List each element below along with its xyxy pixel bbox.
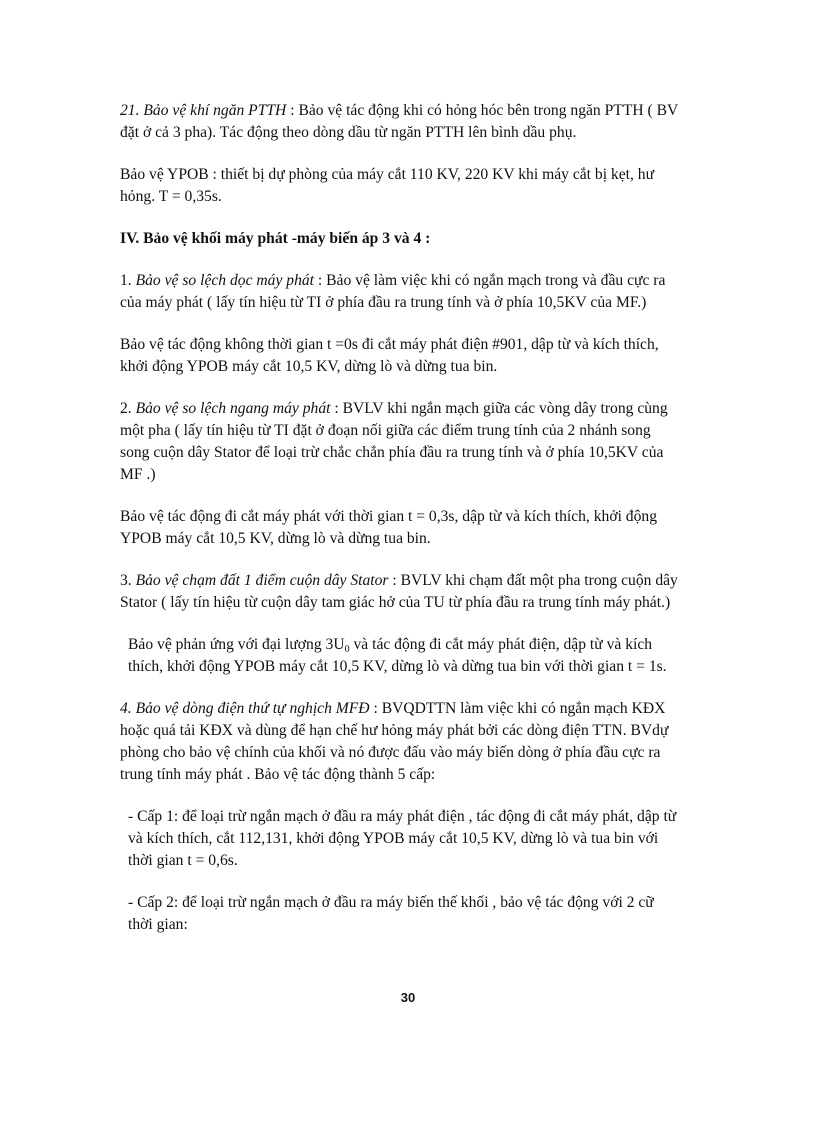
text-line: và kích thích, cắt 112,131, khởi động YPOB máy cắt 10,5 KV, dừng lò và tua bin với <box>128 830 659 847</box>
text-line: song cuộn dây Stator để loại trừ chắc chắn phía đầu ra trung tính và ở phía 10,5KV của <box>120 444 664 461</box>
paragraph-ypob <box>120 164 690 208</box>
paragraph-stator-earth-fault <box>120 570 690 614</box>
text-line <box>120 570 690 592</box>
text-run: : Bảo vệ tác động khi có hỏng hóc bên trong ngăn PTTH ( BV <box>286 102 679 119</box>
text-line: thời gian t = 0,6s. <box>128 852 238 869</box>
text-line: MF .) <box>120 466 156 483</box>
paragraph-transverse-differential <box>120 398 690 486</box>
section-title: 21. Bảo vệ khí ngăn PTTH <box>120 102 287 119</box>
text-line: phòng cho bảo vệ chính của khối và nó được đấu vào máy biến dòng ở phía đầu cực ra <box>120 744 661 761</box>
paragraph-transverse-action <box>120 506 690 550</box>
paragraph-stator-action <box>120 634 690 678</box>
paragraph-level-2 <box>120 892 690 936</box>
text-line: thời gian: <box>128 916 188 933</box>
section-title: Bảo vệ so lệch ngang máy phát <box>135 400 331 417</box>
text-line: Stator ( lấy tín hiệu từ cuộn dây tam giác hở của TU từ phía đầu ra trung tính máy phát.) <box>120 594 671 611</box>
text-line <box>120 698 690 720</box>
text-run: : Bảo vệ làm việc khi có ngắn mạch trong và đầu cực ra <box>314 272 666 289</box>
text-line: trung tính máy phát . Bảo vệ tác động thành 5 cấp: <box>120 766 436 783</box>
text-line: YPOB máy cắt 10,5 KV, dừng lò và dừng tua bin. <box>120 530 431 547</box>
item-number: 2. <box>120 400 136 417</box>
text-line <box>128 634 690 656</box>
text-line: Bảo vệ tác động không thời gian t =0s đi cắt máy phát điện #901, dập từ và kích thích, <box>120 336 659 353</box>
text-run: và tác động đi cắt máy phát điện, dập từ và kích <box>349 636 653 653</box>
text-line: - Cấp 1: để loại trừ ngắn mạch ở đầu ra máy phát điện , tác động đi cắt máy phát, dập từ <box>128 808 677 825</box>
subscript: 0 <box>344 644 350 655</box>
text-line <box>120 270 690 292</box>
text-line: Bảo vệ tác động đi cắt máy phát với thời gian t = 0,3s, dập từ và kích thích, khởi động <box>120 508 657 525</box>
section-title: Bảo vệ so lệch dọc máy phát <box>135 272 315 289</box>
section-heading: IV. Bảo vệ khối máy phát -máy biến áp 3 và 4 : <box>120 230 431 247</box>
text-run: : BVLV khi ngắn mạch giữa các vòng dây trong cùng <box>330 400 668 417</box>
text-run: : BVLV khi chạm đất một pha trong cuộn dây <box>388 572 678 589</box>
page-number: 30 <box>400 990 416 1005</box>
section-title: 4. Bảo vệ dòng điện thứ tự nghịch MFĐ <box>120 700 370 717</box>
paragraph-level-1 <box>120 806 690 872</box>
text-line <box>120 398 690 420</box>
text-line: - Cấp 2: để loại trừ ngắn mạch ở đầu ra máy biến thế khối , bảo vệ tác động với 2 cữ <box>128 894 654 911</box>
section-title: Bảo vệ chạm đất 1 điểm cuộn dây Stator <box>135 572 389 589</box>
text-run: : BVQDTTN làm việc khi có ngắn mạch KĐX <box>369 700 666 717</box>
text-line: khởi động YPOB máy cắt 10,5 KV, dừng lò và dừng tua bin. <box>120 358 498 375</box>
text-line: hoặc quá tải KĐX và dùng để hạn chế hư hỏng máy phát bởi các dòng điện TTN. BVdự <box>120 722 669 739</box>
document-page <box>120 100 690 956</box>
paragraph-longitudinal-differential <box>120 270 690 314</box>
text-line: đặt ở cả 3 pha). Tác động theo dòng dầu từ ngăn PTTH lên bình dầu phụ. <box>120 124 577 141</box>
paragraph-longitudinal-action <box>120 334 690 378</box>
text-run: Bảo vệ phản ứng với đại lượng 3U <box>128 636 345 653</box>
paragraph-negative-sequence <box>120 698 690 786</box>
text-line: hỏng. T = 0,35s. <box>120 188 222 205</box>
text-line: thích, khởi động YPOB máy cắt 10,5 KV, dừng lò và dừng tua bin với thời gian t = 1s. <box>128 658 667 675</box>
text-line <box>120 100 690 122</box>
paragraph-gas-protection <box>120 100 690 144</box>
text-line: của máy phát ( lấy tín hiệu từ TI ở phía đầu ra trung tính và ở phía 10,5KV của MF.) <box>120 294 647 311</box>
item-number: 3. <box>120 572 136 589</box>
text-line: một pha ( lấy tín hiệu từ TI đặt ở đoạn nối giữa các điểm trung tính của 2 nhánh song <box>120 422 651 439</box>
item-number: 1. <box>120 272 136 289</box>
text-line: Bảo vệ YPOB : thiết bị dự phòng của máy cắt 110 KV, 220 KV khi máy cắt bị kẹt, hư <box>120 166 655 183</box>
